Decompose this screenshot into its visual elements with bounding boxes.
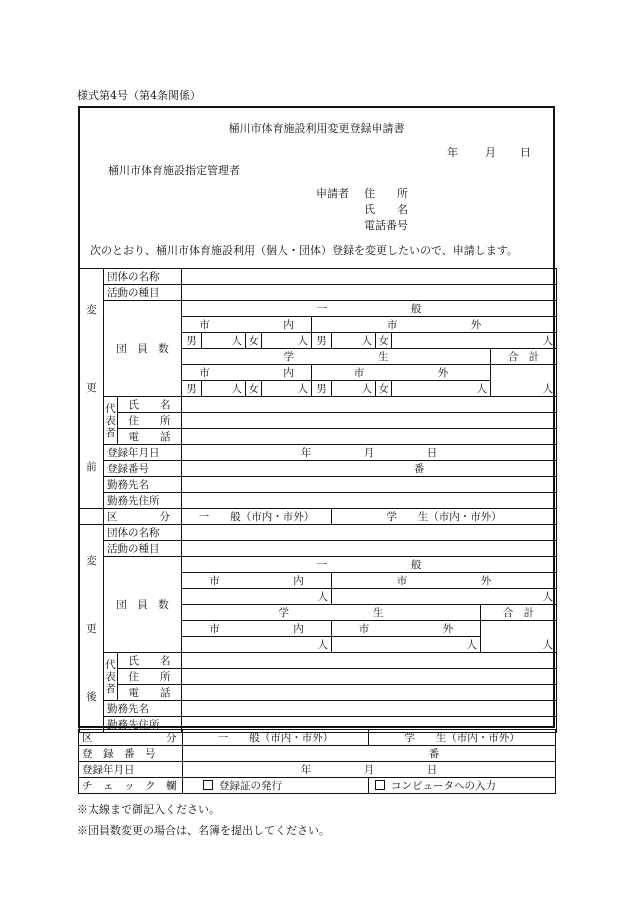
after-student-city-count[interactable]: 人	[182, 637, 332, 653]
after-total-count[interactable]: 人	[481, 621, 557, 653]
category-general-option[interactable]: 一 般（市内・市外）	[182, 509, 332, 525]
rep-address-label: 住 所	[118, 413, 182, 429]
student-city-male-label: 男	[182, 381, 202, 397]
note-2: ※団員数変更の場合は、名簿を提出してください。	[77, 824, 330, 837]
category-label: 区 分	[104, 509, 182, 525]
general-outside-header: 市 外	[312, 317, 557, 333]
student-outside-male-count[interactable]: 人	[332, 381, 376, 397]
office-registration-date-label: 登録年月日	[79, 762, 183, 778]
after-workplace-address-label: 勤務先住所	[104, 717, 182, 733]
after-general-header: 一 般	[182, 557, 557, 573]
applicant-name-label: 氏 名	[364, 203, 408, 216]
after-workplace-label: 勤務先名	[104, 701, 182, 717]
general-outside-female-count[interactable]: 人	[392, 333, 557, 349]
rep-phone-field[interactable]	[182, 429, 557, 445]
checkbox-issue-card[interactable]	[203, 780, 213, 790]
after-members-label: 団 員 数	[104, 557, 182, 653]
activity-field[interactable]	[182, 285, 557, 301]
office-registration-number-label: 登 録 番 号	[79, 746, 183, 762]
registration-number-field[interactable]: 番	[182, 461, 557, 477]
after-rep-name-label: 氏 名	[118, 653, 182, 669]
before-change-table	[79, 268, 557, 525]
student-outside-female-count[interactable]: 人	[392, 381, 491, 397]
after-group-name-label: 団体の名称	[104, 525, 182, 541]
student-city-female-label: 女	[246, 381, 262, 397]
after-activity-field[interactable]	[182, 541, 557, 557]
activity-label: 活動の種目	[104, 285, 182, 301]
after-student-outside-header: 市 外	[332, 621, 481, 637]
after-representative-label: 代表者	[104, 653, 118, 701]
office-registration-number-field[interactable]: 番	[183, 746, 556, 762]
after-rep-name-field[interactable]	[182, 653, 557, 669]
office-category-general[interactable]: 一 般（市内・市外）	[183, 730, 369, 746]
general-city-female-count[interactable]: 人	[262, 333, 312, 349]
registration-number-label: 登録番号	[104, 461, 182, 477]
student-city-header: 市 内	[182, 365, 312, 381]
student-header: 学 生	[182, 349, 491, 365]
general-city-male-label: 男	[182, 333, 202, 349]
general-outside-male-count[interactable]: 人	[332, 333, 376, 349]
general-outside-female-label: 女	[376, 333, 392, 349]
general-outside-male-label: 男	[312, 333, 332, 349]
after-general-outside-count[interactable]: 人	[332, 589, 557, 605]
registration-date-field[interactable]: 年 月 日	[182, 445, 557, 461]
group-name-label: 団体の名称	[104, 269, 182, 285]
after-rep-address-label: 住 所	[118, 669, 182, 685]
general-city-female-label: 女	[246, 333, 262, 349]
applicant-label: 申請者	[316, 187, 349, 200]
after-student-outside-count[interactable]: 人	[332, 637, 481, 653]
form-title: 桶川市体育施設利用変更登録申請書	[228, 122, 405, 135]
addressee: 桶川市体育施設指定管理者	[108, 164, 240, 177]
student-city-male-count[interactable]: 人	[202, 381, 246, 397]
category-student-option[interactable]: 学 生（市内・市外）	[332, 509, 557, 525]
office-registration-date-field[interactable]: 年 月 日	[183, 762, 556, 778]
general-city-male-count[interactable]: 人	[202, 333, 246, 349]
after-rep-phone-field[interactable]	[182, 685, 557, 701]
workplace-field[interactable]	[182, 477, 557, 493]
date-day: 日	[520, 146, 531, 159]
after-activity-label: 活動の種目	[104, 541, 182, 557]
student-city-female-count[interactable]: 人	[262, 381, 312, 397]
general-city-header: 市 内	[182, 317, 312, 333]
workplace-address-field[interactable]	[182, 493, 557, 509]
after-student-city-header: 市 内	[182, 621, 332, 637]
note-1: ※太線まで御記入ください。	[77, 803, 220, 816]
date-month: 月	[485, 146, 496, 159]
application-form-box	[78, 106, 555, 731]
registration-date-label: 登録年月日	[104, 445, 182, 461]
workplace-label: 勤務先名	[104, 477, 182, 493]
after-rep-address-field[interactable]	[182, 669, 557, 685]
applicant-phone-label: 電話番号	[364, 219, 408, 232]
after-workplace-field[interactable]	[182, 701, 557, 717]
student-outside-male-label: 男	[312, 381, 332, 397]
members-label: 団 員 数	[104, 301, 182, 397]
after-section-label: 変 更 後	[80, 525, 104, 733]
after-change-table	[79, 524, 557, 733]
after-general-city-count[interactable]: 人	[182, 589, 332, 605]
office-check-label: チ ェ ッ ク 欄	[79, 778, 183, 794]
after-general-city-header: 市 内	[182, 573, 332, 589]
general-header: 一 般	[182, 301, 557, 317]
after-group-name-field[interactable]	[182, 525, 557, 541]
student-outside-header: 市 外	[312, 365, 491, 381]
after-rep-phone-label: 電 話	[118, 685, 182, 701]
after-general-outside-header: 市 外	[332, 573, 557, 589]
form-number-label: 様式第4号（第4条関係）	[77, 89, 201, 102]
office-category-student[interactable]: 学 生（市内・市外）	[369, 730, 556, 746]
rep-phone-label: 電 話	[118, 429, 182, 445]
student-outside-female-label: 女	[376, 381, 392, 397]
check-issue-card-label: 登録証の発行	[219, 779, 282, 792]
application-statement: 次のとおり、桶川市体育施設利用（個人・団体）登録を変更したいので、申請します。	[90, 244, 518, 257]
rep-name-label: 氏 名	[118, 397, 182, 413]
workplace-address-label: 勤務先住所	[104, 493, 182, 509]
after-total-header: 合 計	[481, 605, 557, 621]
date-year: 年	[447, 146, 458, 159]
office-use-table	[78, 729, 556, 794]
total-count[interactable]: 人	[491, 365, 557, 397]
representative-label: 代表者	[104, 397, 118, 445]
before-section-label: 変 更 前	[80, 269, 104, 509]
applicant-address-label: 住 所	[364, 187, 408, 200]
group-name-field[interactable]	[182, 269, 557, 285]
after-student-header: 学 生	[182, 605, 481, 621]
office-category-label: 区 分	[79, 730, 183, 746]
total-header: 合 計	[491, 349, 557, 365]
checkbox-computer-input[interactable]	[375, 780, 385, 790]
check-computer-input-label: コンピュータへの入力	[391, 779, 496, 792]
rep-name-field[interactable]	[182, 397, 557, 413]
rep-address-field[interactable]	[182, 413, 557, 429]
